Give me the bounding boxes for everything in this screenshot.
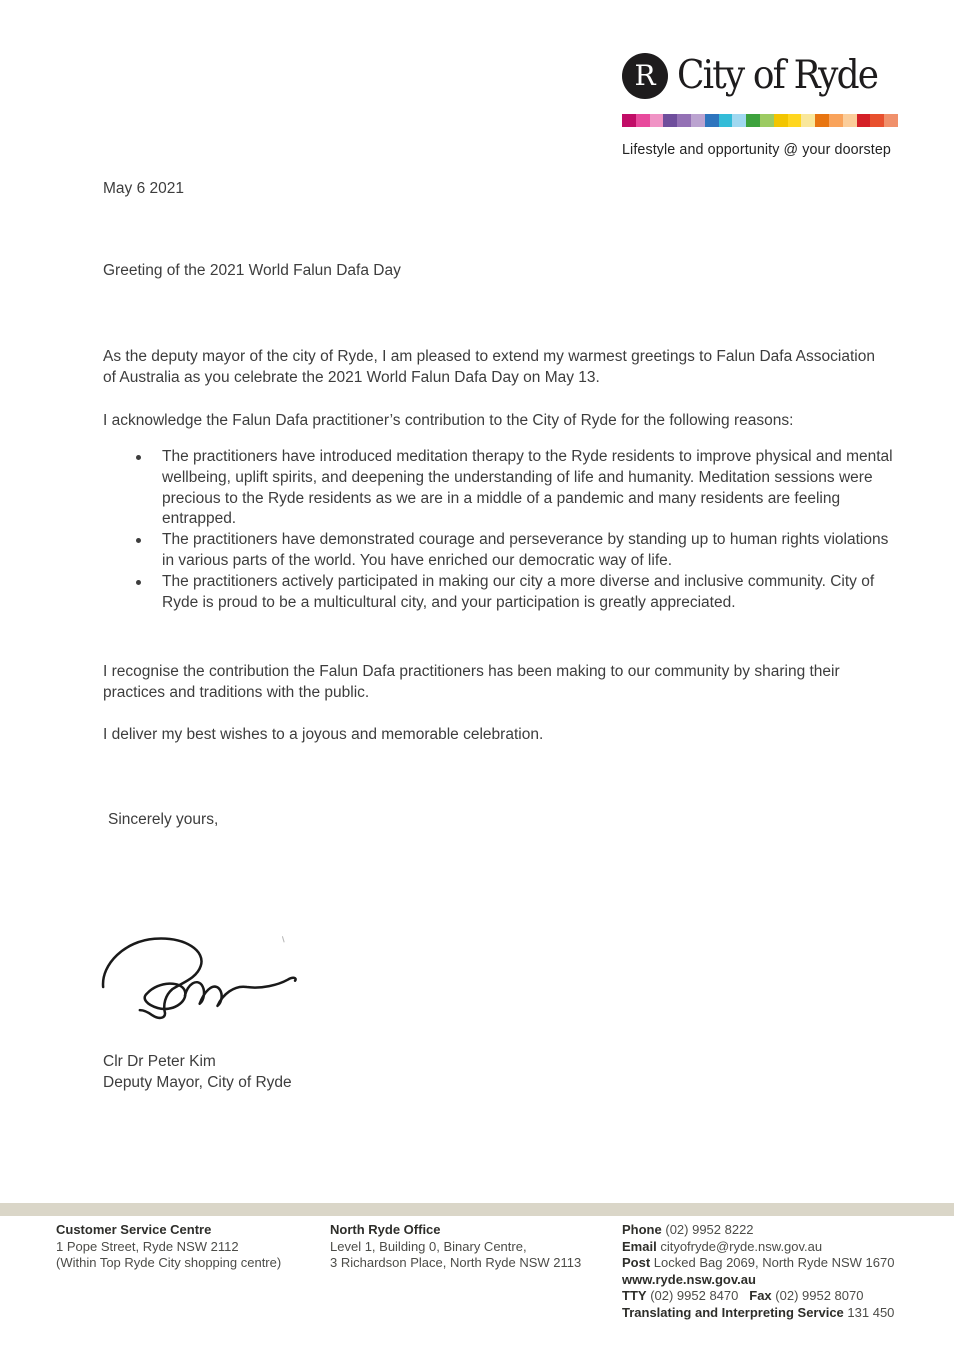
rainbow-segment [774, 114, 788, 127]
footer-office-title: North Ryde Office [330, 1222, 441, 1237]
bullet-list [103, 447, 895, 613]
post-label: Post [622, 1255, 651, 1270]
paragraph: As the deputy mayor of the city of Ryde, I am pleased to extend my warmest greetings to Falun Dafa Association of Australia as you celebrate the 2021 World Falun Dafa Day on May 13. [103, 348, 875, 386]
footer-north-ryde-office [330, 1222, 581, 1272]
rainbow-segment [884, 114, 898, 127]
rainbow-segment [663, 114, 677, 127]
rainbow-segment [760, 114, 774, 127]
footer-office-title: Customer Service Centre [56, 1222, 212, 1237]
rainbow-bar [622, 114, 898, 127]
ryde-r-monogram-icon: R [622, 53, 668, 99]
rainbow-segment [705, 114, 719, 127]
brand-tagline: Lifestyle and opportunity @ your doorstep [622, 142, 891, 158]
footer-office-line: Level 1, Building 0, Binary Centre, [330, 1238, 527, 1254]
rainbow-segment [843, 114, 857, 127]
footer-office-line: 1 Pope Street, Ryde NSW 2112 [56, 1238, 239, 1254]
bullet-item: The practitioners actively participated in making our city a more diverse and inclusive community. City of Ryde is proud to be a multicultural city, and your participation is greatly appreciated. [162, 572, 895, 614]
city-of-ryde-brand-block [622, 52, 900, 158]
fax-label: Fax [749, 1288, 772, 1303]
email-value: cityofryde@ryde.nsw.gov.au [660, 1238, 823, 1254]
footer-tty-fax-line [622, 1288, 894, 1305]
tty-label: TTY [622, 1288, 647, 1303]
rainbow-segment [829, 114, 843, 127]
post-value: Locked Bag 2069, North Ryde NSW 1670 [653, 1255, 895, 1270]
signature-scribble-icon [100, 916, 315, 1036]
rainbow-segment [746, 114, 760, 127]
footer-contact-details [622, 1222, 894, 1321]
footer-office-line: (Within Top Ryde City shopping centre) [56, 1255, 282, 1270]
footer-customer-service-centre [56, 1222, 281, 1272]
footer-website: www.ryde.nsw.gov.au [622, 1271, 756, 1287]
rainbow-segment [815, 114, 829, 127]
fax-value: (02) 9952 8070 [775, 1288, 864, 1303]
rainbow-segment [677, 114, 691, 127]
footer-phone-line [622, 1222, 894, 1239]
signer-name: Clr Dr Peter Kim [103, 1053, 216, 1070]
bullet-item: The practitioners have introduced meditation therapy to the Ryde residents to improve physical and mental wellbeing, uplift spirits, and deepening the understanding of life and humanity. Meditation sessions were precious to the Ryde residents as we are in a middle of a pandemic and many residents are feeling entrapped. [162, 447, 895, 530]
footer-post-line [622, 1255, 894, 1272]
footer-office-line: 3 Richardson Place, North Ryde NSW 2113 [330, 1255, 582, 1270]
phone-value: (02) 9952 8222 [665, 1222, 754, 1237]
rainbow-segment [732, 114, 746, 127]
rainbow-segment [719, 114, 733, 127]
rainbow-segment [801, 114, 815, 127]
paragraph: I deliver my best wishes to a joyous and memorable celebration. [103, 726, 544, 743]
signature-block [103, 1052, 889, 1094]
logo-row [622, 52, 900, 99]
footer-divider-strip [0, 1203, 954, 1216]
paragraph: I recognise the contribution the Falun Dafa practitioners has been making to our community by sharing their practices and traditions with the public. [103, 663, 840, 701]
email-label: Email [622, 1238, 657, 1254]
logo-wordmark: City of Ryde [677, 53, 878, 98]
paragraph: I acknowledge the Falun Dafa practitioner’s contribution to the City of Ryde for the following reasons: [103, 412, 794, 429]
footer-translating-line [622, 1305, 894, 1322]
bullet-item: The practitioners have demonstrated courage and perseverance by standing up to human rights violations in various parts of the world. You have enriched our democratic way of life. [162, 530, 895, 572]
rainbow-segment [870, 114, 884, 127]
translating-service-label: Translating and Interpreting Service [622, 1304, 844, 1320]
rainbow-segment [636, 114, 650, 127]
phone-label: Phone [622, 1222, 662, 1237]
rainbow-segment [691, 114, 705, 127]
letter-date: May 6 2021 [103, 180, 184, 197]
rainbow-segment [857, 114, 871, 127]
tty-value: (02) 9952 8470 [650, 1288, 739, 1303]
signer-title: Deputy Mayor, City of Ryde [103, 1073, 292, 1091]
rainbow-segment [650, 114, 664, 127]
valediction: Sincerely yours, [108, 811, 219, 828]
signature [100, 916, 315, 1036]
rainbow-segment [788, 114, 802, 127]
footer-email-line [622, 1239, 894, 1256]
rainbow-segment [622, 114, 636, 127]
letter-subject: Greeting of the 2021 World Falun Dafa Day [103, 262, 401, 279]
translating-service-value: 131 450 [847, 1304, 895, 1320]
